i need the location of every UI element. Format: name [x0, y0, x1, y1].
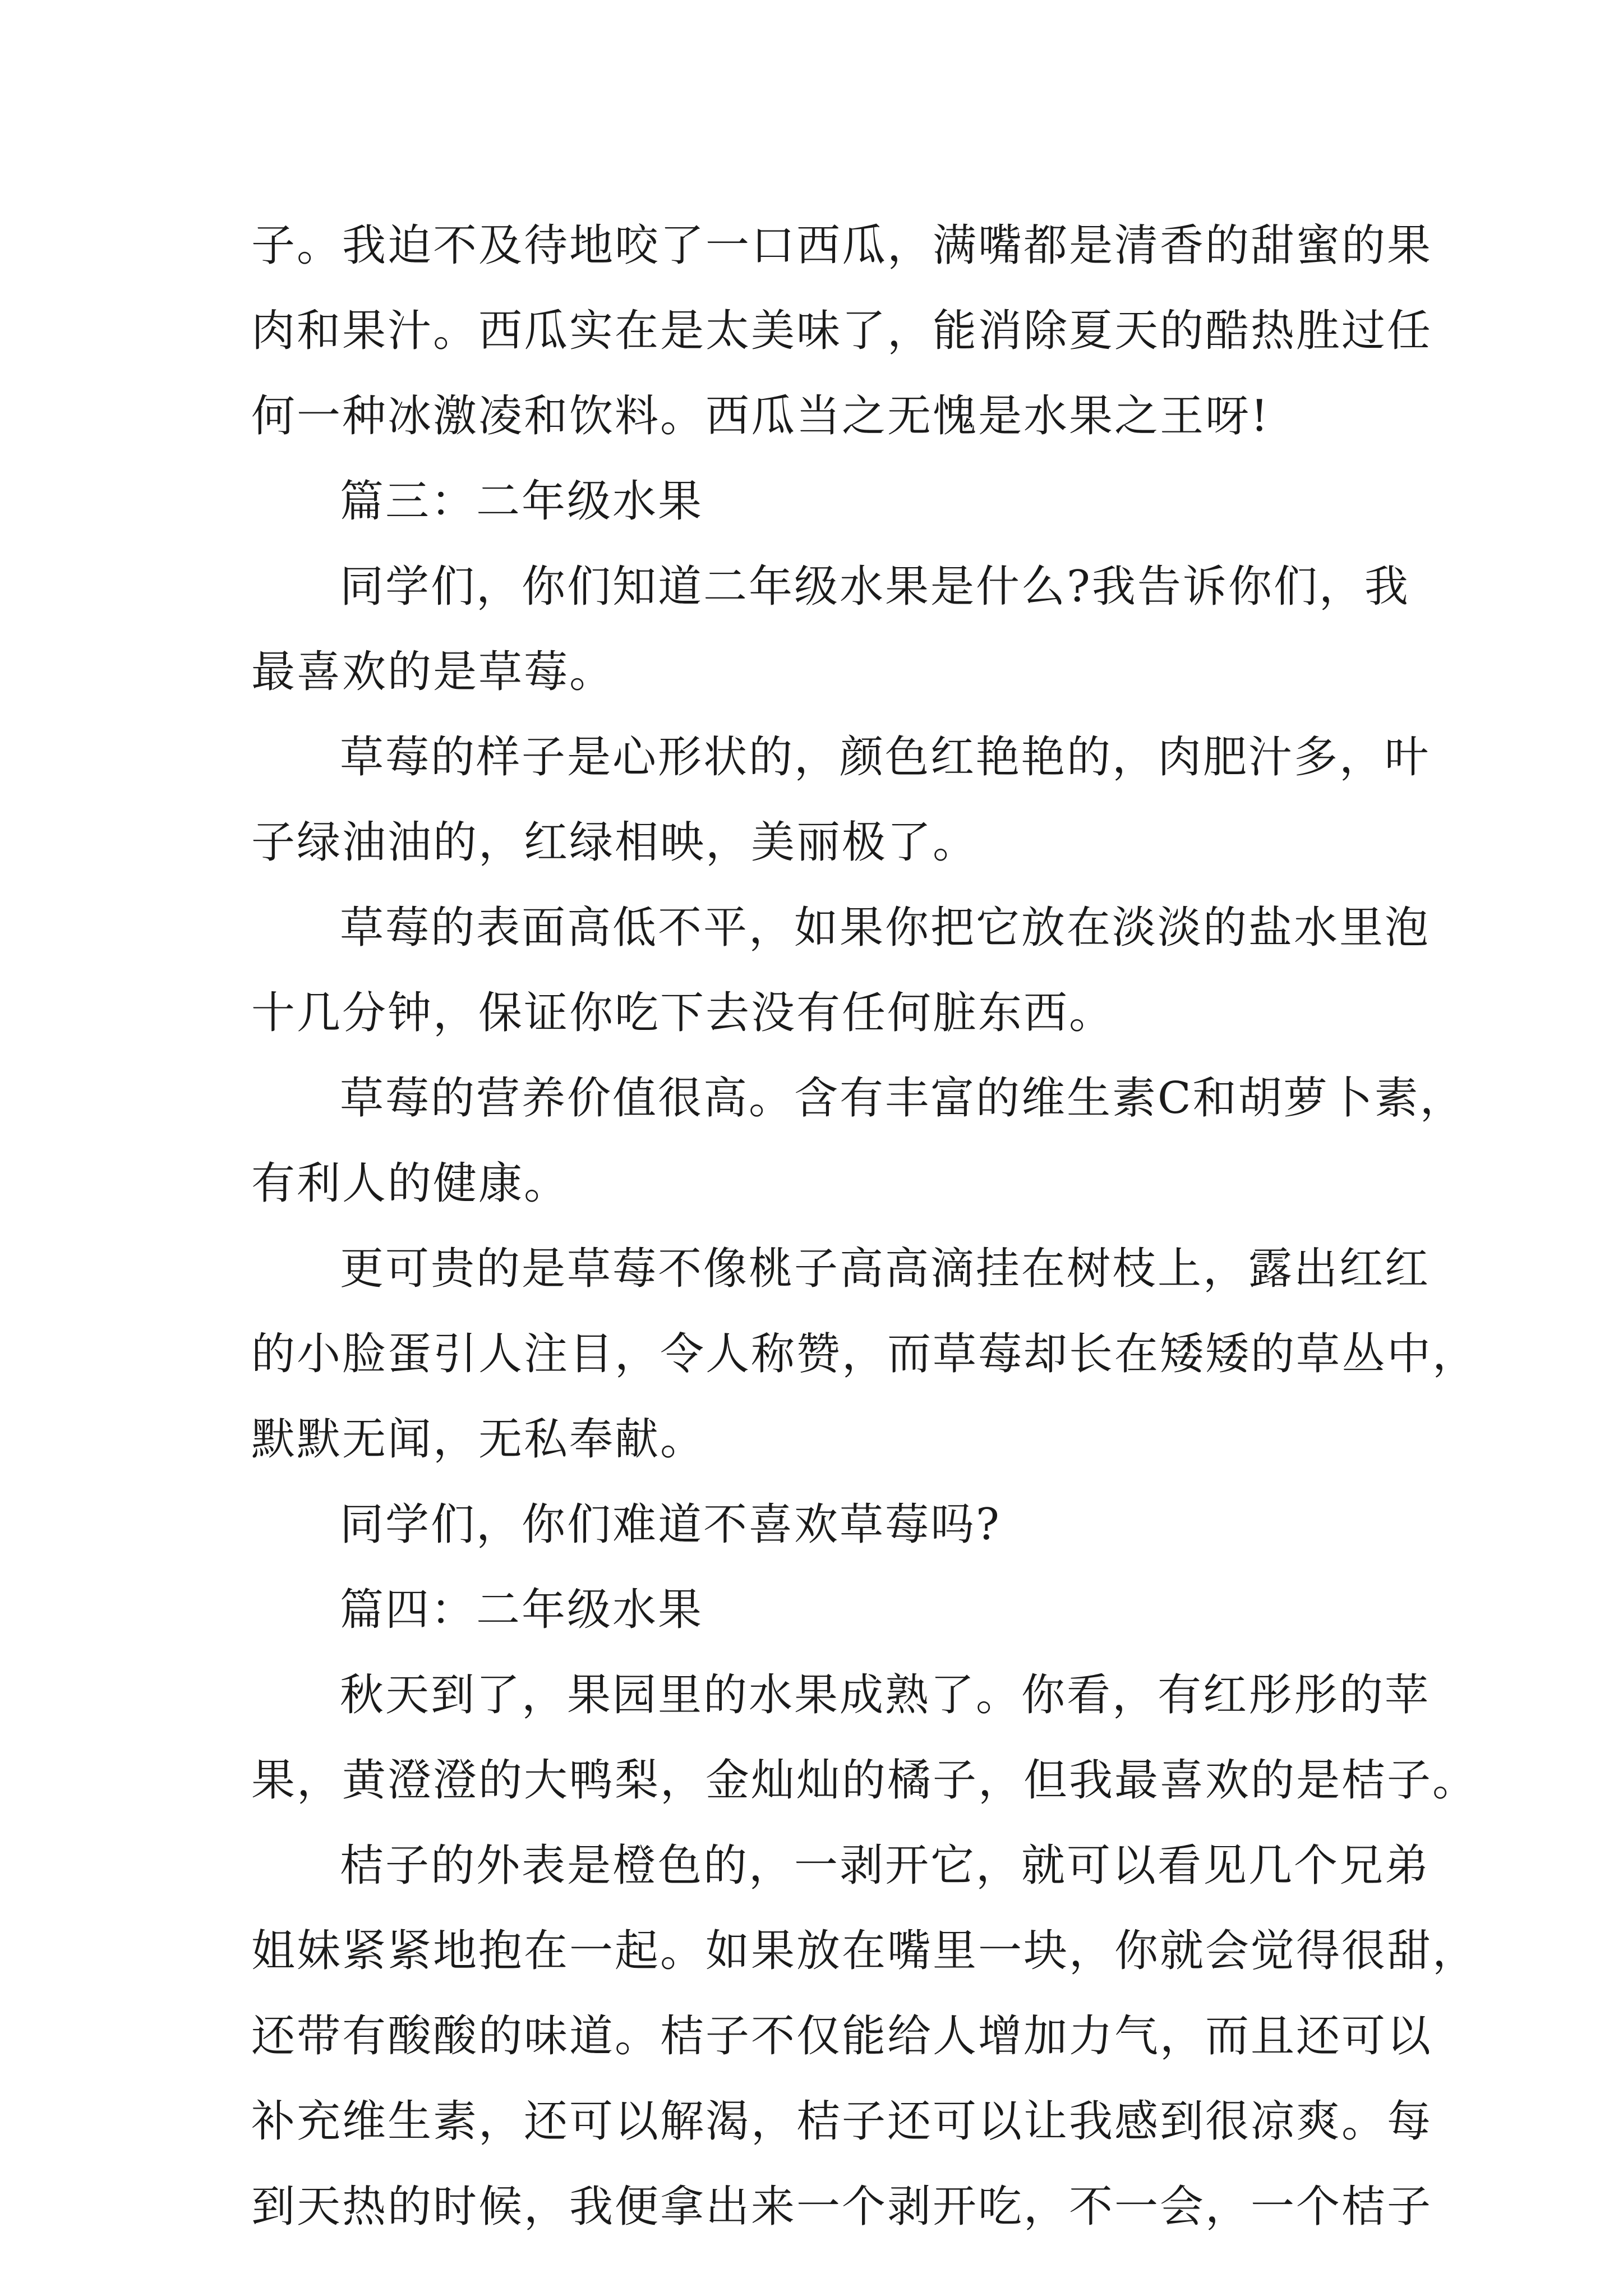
text-line: 的小脸蛋引人注目，令人称赞，而草莓却长在矮矮的草丛中， — [251, 1329, 1478, 1379]
text-line: 桔子的外表是橙色的，一剥开它，就可以看见几个兄弟 — [340, 1841, 1431, 1891]
text-line: 秋天到了，果园里的水果成熟了。你看，有红彤彤的苹 — [340, 1670, 1431, 1720]
text-line: 果，黄澄澄的大鸭梨，金灿灿的橘子，但我最喜欢的是桔子。 — [251, 1755, 1478, 1806]
section-heading: 篇三：二年级水果 — [340, 476, 704, 527]
section-heading: 篇四：二年级水果 — [340, 1585, 704, 1635]
text-line: 到天热的时候，我便拿出来一个剥开吃，不一会，一个桔子 — [251, 2182, 1433, 2232]
text-line: 同学们，你们难道不喜欢草莓吗? — [340, 1499, 1001, 1550]
text-line: 何一种冰激凌和饮料。西瓜当之无愧是水果之王呀! — [251, 391, 1270, 441]
text-line: 同学们，你们知道二年级水果是什么?我告诉你们，我 — [340, 562, 1410, 612]
text-line: 姐妹紧紧地抱在一起。如果放在嘴里一块，你就会觉得很甜， — [251, 1926, 1478, 1976]
text-line: 还带有酸酸的味道。桔子不仅能给人增加力气，而且还可以 — [251, 2011, 1433, 2062]
text-line: 最喜欢的是草莓。 — [251, 647, 615, 697]
text-line: 子。我迫不及待地咬了一口西瓜，满嘴都是清香的甜蜜的果 — [251, 220, 1433, 271]
text-line: 子绿油油的，红绿相映，美丽极了。 — [251, 817, 979, 868]
text-line: 默默无闻，无私奉献。 — [251, 1414, 706, 1465]
text-line: 草莓的样子是心形状的，颜色红艳艳的，肉肥汁多，叶 — [340, 732, 1431, 783]
text-line: 更可贵的是草莓不像桃子高高滴挂在树枝上，露出红红 — [340, 1244, 1431, 1294]
document-body — [251, 203, 1478, 2249]
text-line: 草莓的表面高低不平，如果你把它放在淡淡的盐水里泡 — [340, 903, 1431, 953]
text-line: 肉和果汁。西瓜实在是太美味了，能消除夏天的酷热胜过任 — [251, 306, 1433, 356]
text-line: 有利人的健康。 — [251, 1158, 570, 1209]
text-line: 补充维生素，还可以解渴，桔子还可以让我感到很凉爽。每 — [251, 2096, 1433, 2147]
text-line: 十几分钟，保证你吃下去没有任何脏东西。 — [251, 988, 1115, 1038]
text-line: 草莓的营养价值很高。含有丰富的维生素C和胡萝卜素， — [340, 1073, 1465, 1124]
